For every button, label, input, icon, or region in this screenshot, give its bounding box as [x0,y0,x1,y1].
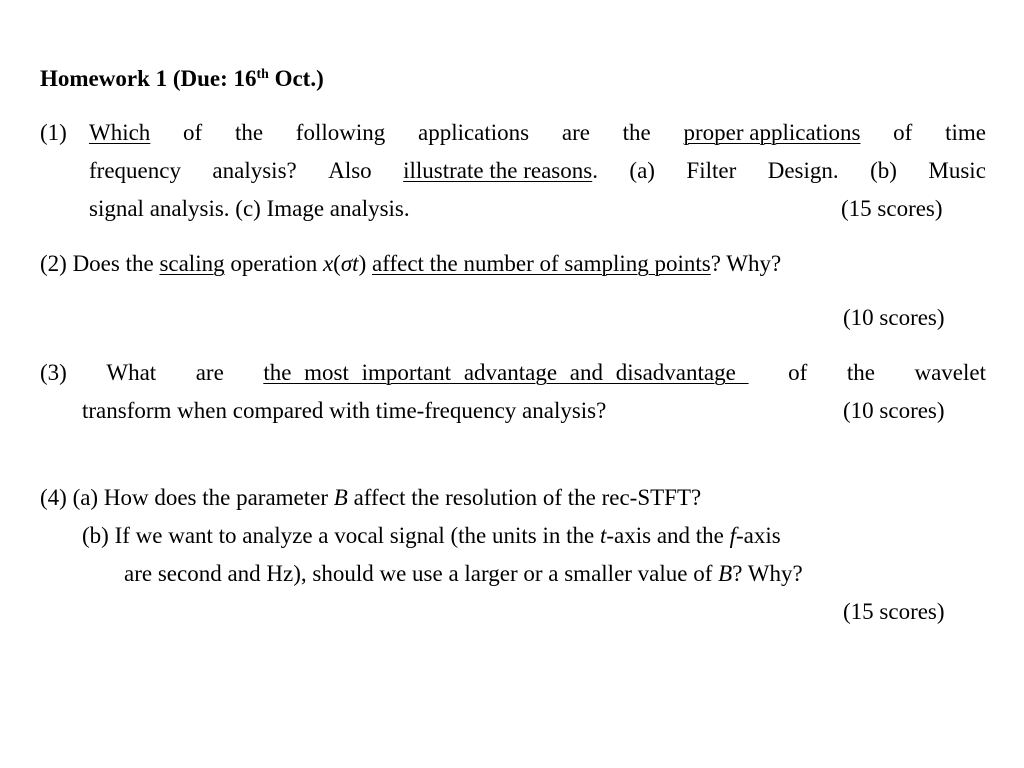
q4-variable-t: t [599,523,607,548]
q3-line1 [40,361,986,384]
q1-underlined-phrase: proper applications [683,120,861,145]
q3-word: of [788,360,808,385]
q4-text-part: (4) (a) How does the parameter [40,485,334,510]
q3-line2: transform when compared with time-frequency analysis? [82,398,607,423]
q1-word: Filter [686,158,737,183]
q4-text-part: are second and Hz), should we use a larger or a smaller value of [124,561,719,586]
q1-word: the [234,120,264,145]
q4-text-part: ? Why? [732,561,803,586]
q3-word: are [195,360,224,385]
q1-word: time [945,120,986,145]
q1-word: of [893,120,913,145]
title-superscript: th [256,65,269,81]
q1-word: following [295,120,386,145]
q4-text-part: (b) If we want to analyze a vocal signal (the units in the [82,523,600,548]
q3-word: What [106,360,157,385]
q1-word: of [183,120,203,145]
q4-variable-f: f [729,523,737,548]
q2-text [40,252,781,275]
q2-underlined-phrase: affect the number of sampling points [372,251,711,276]
q2-text-part: ( [333,251,341,276]
q4-variable-b: B [333,485,348,510]
q3-score: (10 scores) [843,398,945,423]
title-prefix: Homework 1 (Due: 16 [40,66,257,91]
q1-word: Also [328,158,372,183]
q4-part-a [40,486,701,509]
q1-word: applications [417,120,530,145]
q3-underlined-phrase: the most important advantage and disadvantage [263,360,749,385]
title-suffix: Oct.) [268,66,324,91]
q4-text-part: -axis and the [606,523,730,548]
q2-underlined-scaling: scaling [159,251,225,276]
q1-word: . [592,158,598,183]
q1-line3: signal analysis. (c) Image analysis. [89,196,410,221]
q1-score: (15 scores) [841,196,943,221]
q1-word: are [561,120,590,145]
q3-word: wavelet [914,360,986,385]
q2-text-part: (2) Does the [40,251,160,276]
q4-part-b [82,524,781,547]
q1-line2 [89,159,986,182]
q4-variable-b: B [718,561,733,586]
q3-word: (3) [40,360,67,385]
q4-text-part: -axis [736,523,781,548]
q2-score: (10 scores) [843,305,945,330]
q1-word: (b) [870,158,897,183]
page-title [40,67,324,90]
q4-part-b-continued [124,562,803,585]
q1-underlined-phrase: illustrate the reasons [403,158,593,183]
q2-variable-x: x [322,251,334,276]
q2-text-part: ) [358,251,372,276]
q1-number: (1) [40,120,67,145]
q1-word: Design. [767,158,839,183]
q3-word: the [846,360,875,385]
q1-word: (a) [629,158,655,183]
q2-variable-sigma-t: σt [340,251,359,276]
q2-text-part: ? Why? [710,251,782,276]
q4-text-part: affect the resolution of the rec-STFT? [347,485,702,510]
q1-word: frequency [89,158,181,183]
q2-text-part: operation [224,251,323,276]
q1-word: the [622,120,651,145]
q1-line1 [89,121,986,144]
q4-score: (15 scores) [843,599,945,624]
q1-word: analysis? [212,158,297,183]
q1-word: Which [89,120,151,145]
q1-word: Music [928,158,986,183]
